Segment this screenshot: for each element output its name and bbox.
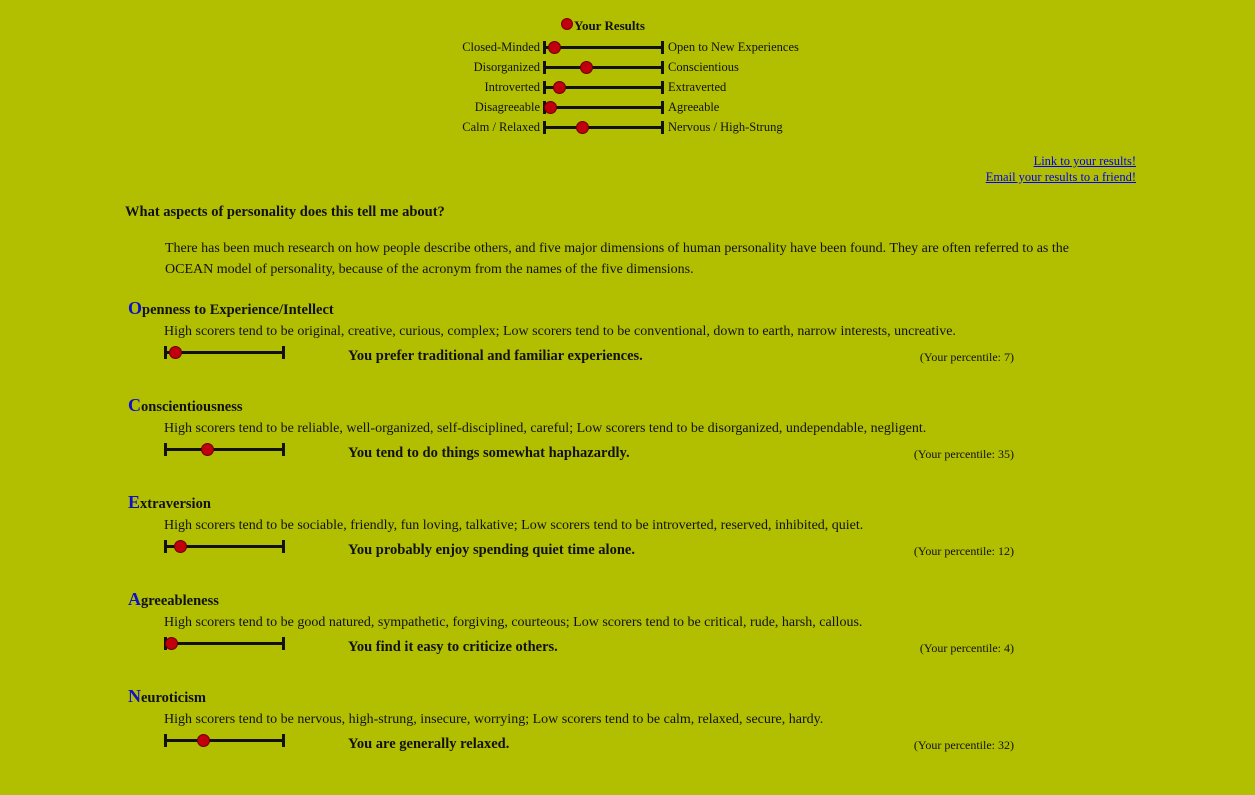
summary-right-label: Conscientious bbox=[668, 60, 739, 74]
dimension-title bbox=[128, 298, 334, 319]
dimension-name: euroticism bbox=[141, 690, 206, 706]
summary-left-label: Disagreeable bbox=[474, 100, 540, 114]
dimension-score-marker bbox=[197, 734, 210, 747]
dimension-percentile: (Your percentile: 4) bbox=[919, 641, 1014, 655]
dimension-initial: C bbox=[128, 395, 141, 415]
dimension-description: High scorers tend to be good natured, sympathetic, forgiving, courteous; Low scorers tend to be critical, rude, harsh, callous. bbox=[164, 615, 863, 630]
dimension-description: High scorers tend to be reliable, well-organized, self-disciplined, careful; Low scorers tend to be disorganized, undependable, negligent. bbox=[164, 421, 927, 436]
dimension-title bbox=[128, 589, 219, 610]
intro-paragraph: There has been much research on how people describe others, and five major dimensions of human personality have been found. They are often referred to as the OCEAN model of personality, because of the acronym from the names of the five dimensions. bbox=[165, 241, 1069, 277]
summary-right-label: Nervous / High-Strung bbox=[668, 120, 783, 134]
dimension-score-marker bbox=[165, 637, 178, 650]
dimension-percentile: (Your percentile: 12) bbox=[913, 544, 1014, 558]
results-title: Your Results bbox=[574, 18, 645, 33]
dimension-verdict: You find it easy to criticize others. bbox=[348, 639, 558, 655]
dimension-verdict: You are generally relaxed. bbox=[348, 736, 510, 752]
summary-left-label: Introverted bbox=[484, 80, 540, 94]
dimension-title bbox=[128, 492, 211, 513]
summary-scale-track bbox=[543, 46, 664, 49]
summary-score-marker bbox=[576, 121, 589, 134]
summary-scale-track bbox=[543, 106, 664, 109]
summary-right-label: Open to New Experiences bbox=[668, 40, 799, 54]
dimension-percentile: (Your percentile: 7) bbox=[919, 350, 1014, 364]
summary-scale-track bbox=[543, 126, 664, 129]
dimension-verdict: You prefer traditional and familiar experiences. bbox=[348, 348, 643, 364]
dimension-name: penness to Experience/Intellect bbox=[142, 302, 334, 318]
dimension-name: xtraversion bbox=[140, 496, 211, 512]
dimension-percentile: (Your percentile: 32) bbox=[913, 738, 1014, 752]
link-to-results-link[interactable]: Link to your results! bbox=[1033, 154, 1136, 168]
email-results-link[interactable]: Email your results to a friend! bbox=[985, 170, 1136, 184]
dimension-initial: N bbox=[128, 686, 141, 706]
summary-left-label: Calm / Relaxed bbox=[462, 120, 540, 134]
dimension-scale-track bbox=[164, 739, 285, 742]
summary-left-label: Disorganized bbox=[473, 60, 540, 74]
dimension-title bbox=[128, 686, 206, 707]
summary-score-marker bbox=[553, 81, 566, 94]
dimension-scale-track bbox=[164, 351, 285, 354]
dimension-initial: E bbox=[128, 492, 141, 512]
dimension-description: High scorers tend to be nervous, high-strung, insecure, worrying; Low scorers tend to be calm, relaxed, secure, hardy. bbox=[164, 712, 824, 727]
dimension-name: greeableness bbox=[141, 593, 219, 609]
dimension-percentile: (Your percentile: 35) bbox=[913, 447, 1014, 461]
summary-score-marker bbox=[548, 41, 561, 54]
dimension-score-marker bbox=[169, 346, 182, 359]
dimension-initial: O bbox=[128, 298, 143, 318]
summary-left-label: Closed-Minded bbox=[462, 40, 540, 54]
summary-score-marker bbox=[544, 101, 557, 114]
dimension-score-marker bbox=[174, 540, 187, 553]
results-legend-marker-icon bbox=[561, 18, 573, 30]
dimension-scale-track bbox=[164, 448, 285, 451]
dimension-score-marker bbox=[201, 443, 214, 456]
dimension-name: onscientiousness bbox=[141, 399, 243, 415]
dimension-title bbox=[128, 395, 243, 416]
dimension-verdict: You tend to do things somewhat haphazardly. bbox=[348, 445, 630, 461]
section-heading: What aspects of personality does this tell me about? bbox=[125, 204, 445, 220]
summary-score-marker bbox=[580, 61, 593, 74]
summary-scale-track bbox=[543, 66, 664, 69]
summary-right-label: Agreeable bbox=[668, 100, 720, 114]
dimension-description: High scorers tend to be original, creative, curious, complex; Low scorers tend to be conventional, down to earth, narrow interests, uncreative. bbox=[164, 324, 956, 339]
dimension-verdict: You probably enjoy spending quiet time alone. bbox=[348, 542, 635, 558]
dimension-scale-track bbox=[164, 642, 285, 645]
dimension-description: High scorers tend to be sociable, friendly, fun loving, talkative; Low scorers tend to be introverted, reserved, inhibited, quiet. bbox=[164, 518, 864, 533]
summary-right-label: Extraverted bbox=[668, 80, 727, 94]
dimension-initial: A bbox=[128, 589, 141, 609]
